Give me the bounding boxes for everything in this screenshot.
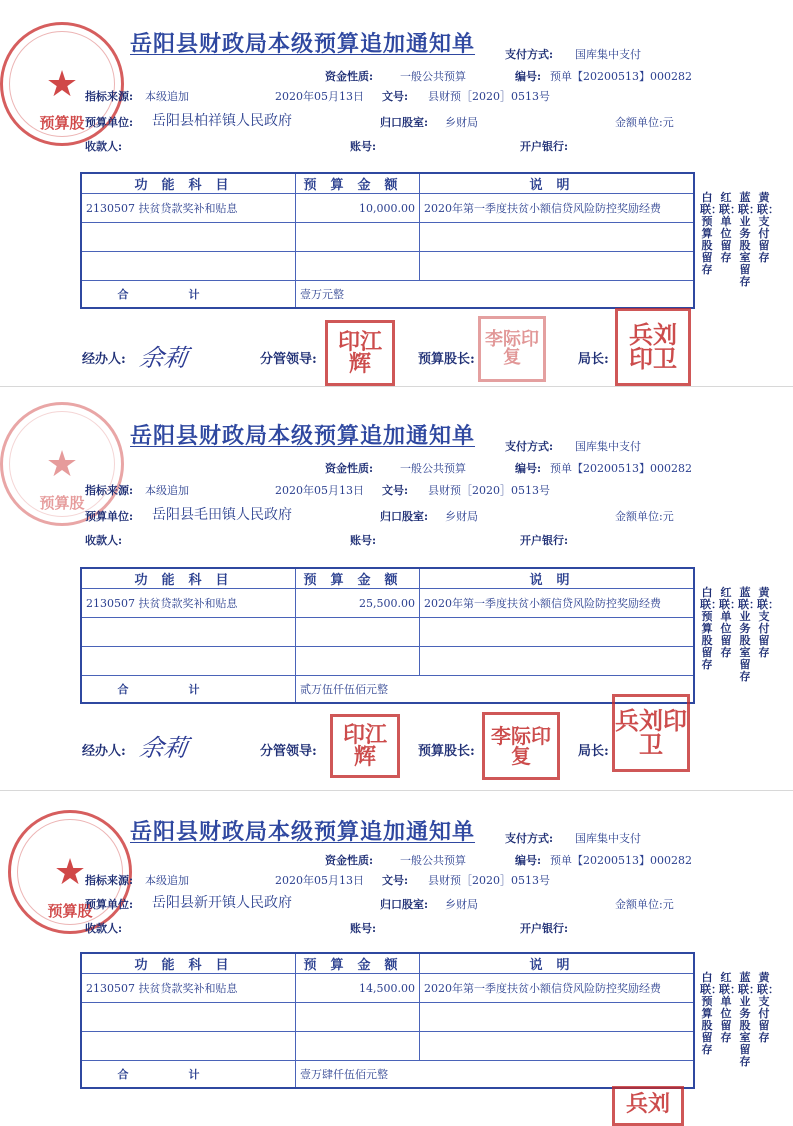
copy-yellow: 黄联：支付留存 [757, 191, 779, 264]
header-note: 说明 [420, 568, 695, 589]
copy-white: 白联：预算股留存 [700, 586, 722, 671]
slip-title: 岳阳县财政局本级预算追加通知单 [130, 819, 476, 845]
total-in-words: 贰万伍仟伍佰元整 [296, 676, 695, 704]
total-row: 合计 壹万元整 [81, 281, 694, 309]
round-seal-stamp: ★ 预算股 [0, 402, 124, 526]
header-subject: 功能科目 [81, 953, 296, 974]
payment-method: 国库集中支付 [575, 832, 641, 845]
copy-yellow: 黄联：支付留存 [757, 971, 779, 1044]
payment-method: 国库集中支付 [575, 48, 641, 61]
fund-nature: 一般公共预算 [400, 462, 466, 475]
budget-chief-seal: 李际印复 [482, 712, 560, 780]
table-row: 2130507 扶贫贷款奖补和贴息 14,500.00 2020年第一季度扶贫小额信贷风险防控奖励经费 [81, 974, 694, 1003]
header-amount: 预算金额 [296, 173, 420, 194]
handler-signature: 余莉 [137, 344, 190, 372]
copy-red: 红联：单位留存 [719, 971, 741, 1044]
header-subject: 功能科目 [81, 173, 296, 194]
budget-unit: 岳阳县毛田镇人民政府 [152, 507, 292, 523]
divider [0, 386, 793, 387]
total-in-words: 壹万肆仟伍佰元整 [296, 1061, 695, 1089]
leader-seal: 印江辉 [330, 714, 400, 778]
department: 乡财局 [445, 116, 478, 129]
slip-title: 岳阳县财政局本级预算追加通知单 [130, 31, 476, 57]
currency-unit: 金额单位:元 [615, 898, 674, 911]
copy-yellow: 黄联：支付留存 [757, 586, 779, 659]
director-seal: 兵刘印卫 [615, 308, 691, 386]
document-number: 县财预［2020］0513号 [428, 874, 550, 887]
notice-slip: ★ 预算股 岳阳县财政局本级预算追加通知单 支付方式: 国库集中支付 资金性质: 一般公共预算 编号: 预单【20200513】000282 指标来源: 本级追加 2020年05月13日 文号: 县财预［2020］0513号 预算单位: 岳阳县毛田镇人民政府 归口股室: 乡财局 金额单位:元 收款人: 账号: 开户银行: 功能科目 预算金额 说明 2130507 扶贫贷款奖补和贴息 25,500.00 2020年第一季度扶贫小额信贷风险防控奖励经费 合计 贰万伍仟伍佰元整 白联：预算股留存 红联：单位留存 蓝联：业务股室留存 黄联：支付留存 经办人: 余莉 分管领导: 印江辉 预算股长: 李际印复 局长: 兵刘印卫 [0, 422, 793, 802]
budget-unit: 岳阳县新开镇人民政府 [152, 895, 292, 911]
budget-chief-seal: 李际印复 [478, 316, 546, 382]
table-row: 2130507 扶贫贷款奖补和贴息 10,000.00 2020年第一季度扶贫小额信贷风险防控奖励经费 [81, 194, 694, 223]
divider [0, 790, 793, 791]
header-note: 说明 [420, 953, 695, 974]
source: 本级追加 [145, 874, 189, 887]
serial-number: 预单【20200513】000282 [550, 70, 692, 83]
issue-date: 2020年05月13日 [275, 90, 364, 103]
document-number: 县财预［2020］0513号 [428, 90, 550, 103]
copy-blue: 蓝联：业务股室留存 [738, 586, 760, 683]
currency-unit: 金额单位:元 [615, 510, 674, 523]
handler-signature: 余莉 [137, 734, 190, 762]
header-amount: 预算金额 [296, 568, 420, 589]
table-row: 2130507 扶贫贷款奖补和贴息 25,500.00 2020年第一季度扶贫小额信贷风险防控奖励经费 [81, 589, 694, 618]
budget-table [80, 172, 695, 309]
header-note: 说明 [420, 173, 695, 194]
budget-unit: 岳阳县柏祥镇人民政府 [152, 113, 292, 129]
serial-number: 预单【20200513】000282 [550, 854, 692, 867]
total-row: 合计 壹万肆仟伍佰元整 [81, 1061, 694, 1089]
serial-number: 预单【20200513】000282 [550, 462, 692, 475]
header-subject: 功能科目 [81, 568, 296, 589]
issue-date: 2020年05月13日 [275, 874, 364, 887]
fund-nature: 一般公共预算 [400, 854, 466, 867]
header-amount: 预算金额 [296, 953, 420, 974]
budget-table [80, 567, 695, 704]
director-seal: 兵刘 [612, 1086, 684, 1126]
copy-blue: 蓝联：业务股室留存 [738, 191, 760, 288]
department: 乡财局 [445, 898, 478, 911]
notice-slip: ★ 预算股 岳阳县财政局本级预算追加通知单 支付方式: 国库集中支付 资金性质: 一般公共预算 编号: 预单【20200513】000282 指标来源: 本级追加 2020年05月13日 文号: 县财预［2020］0513号 预算单位: 岳阳县柏祥镇人民政府 归口股室: 乡财局 金额单位:元 收款人: 账号: 开户银行: 功能科目 预算金额 说明 2130507 扶贫贷款奖补和贴息 10,000.00 2020年第一季度扶贫小额信贷风险防控奖励经费 合计 壹万元整 白联：预算股留存 红联：单位留存 蓝联：业务股室留存 黄联：支付留存 经办人: 余莉 分管领导: 印江辉 预算股长: 李际印复 局长: 兵刘印卫 [0, 30, 793, 410]
source: 本级追加 [145, 90, 189, 103]
total-row: 合计 贰万伍仟伍佰元整 [81, 676, 694, 704]
round-seal-stamp: ★ 预算股 [0, 22, 124, 146]
copy-white: 白联：预算股留存 [700, 191, 722, 276]
fund-nature: 一般公共预算 [400, 70, 466, 83]
leader-seal: 印江辉 [325, 320, 395, 386]
document-number: 县财预［2020］0513号 [428, 484, 550, 497]
currency-unit: 金额单位:元 [615, 116, 674, 129]
total-in-words: 壹万元整 [296, 281, 695, 309]
copy-white: 白联：预算股留存 [700, 971, 722, 1056]
slip-title: 岳阳县财政局本级预算追加通知单 [130, 423, 476, 449]
copy-blue: 蓝联：业务股室留存 [738, 971, 760, 1068]
department: 乡财局 [445, 510, 478, 523]
copy-red: 红联：单位留存 [719, 586, 741, 659]
payment-method: 国库集中支付 [575, 440, 641, 453]
budget-table [80, 952, 695, 1089]
issue-date: 2020年05月13日 [275, 484, 364, 497]
director-seal: 兵刘印卫 [612, 694, 690, 772]
round-seal-stamp: ★ 预算股 [8, 810, 132, 934]
notice-slip: ★ 预算股 岳阳县财政局本级预算追加通知单 支付方式: 国库集中支付 资金性质: 一般公共预算 编号: 预单【20200513】000282 指标来源: 本级追加 2020年05月13日 文号: 县财预［2020］0513号 预算单位: 岳阳县新开镇人民政府 归口股室: 乡财局 金额单位:元 收款人: 账号: 开户银行: 功能科目 预算金额 说明 2130507 扶贫贷款奖补和贴息 14,500.00 2020年第一季度扶贫小额信贷风险防控奖励经费 合计 壹万肆仟伍佰元整 白联：预算股留存 红联：单位留存 蓝联：业务股室留存 黄联：支付留存 兵刘 [0, 818, 793, 1121]
source: 本级追加 [145, 484, 189, 497]
copy-red: 红联：单位留存 [719, 191, 741, 264]
